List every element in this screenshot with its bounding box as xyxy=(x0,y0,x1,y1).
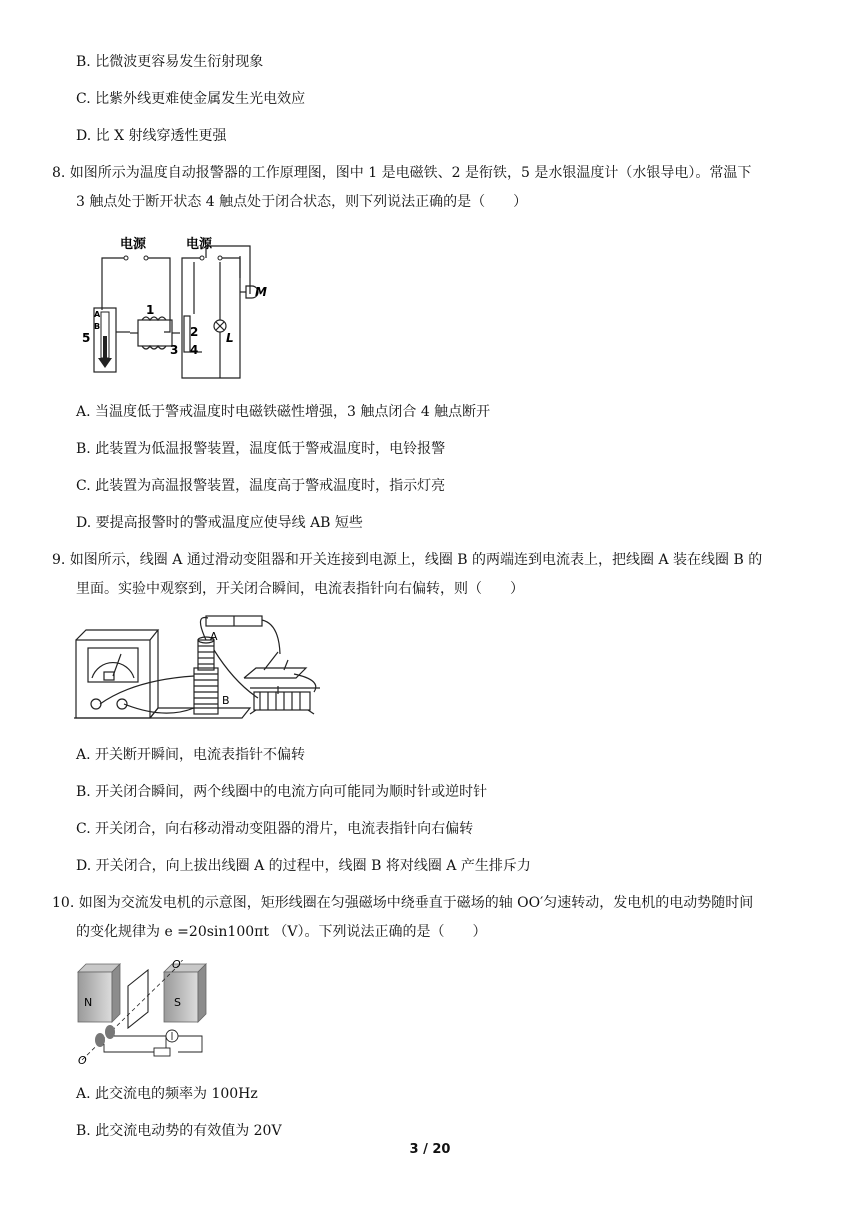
q10-label-O-prime: O′ xyxy=(172,958,184,971)
q8-label-power-left: 电源 xyxy=(120,237,147,252)
q10-label-O: O xyxy=(78,1054,87,1066)
q10-generator-figure xyxy=(74,956,210,1066)
q8-label-A: A xyxy=(94,310,101,319)
q10-stem-line1: 10. 如图为交流发电机的示意图，矩形线圈在匀强磁场中绕垂直于磁场的轴 OO′匀速转动，发电机的电动势随时间 xyxy=(52,895,754,911)
q9-label-B: B xyxy=(222,694,230,707)
q9-option-d: D. 开关闭合，向上拔出线圈 A 的过程中，线圈 B 将对线圈 A 产生排斥力 xyxy=(76,858,531,874)
q9-stem-line1: 9. 如图所示，线圈 A 通过滑动变阻器和开关连接到电源上，线圈 B 的两端连到电流表上，把线圈 A 装在线圈 B 的 xyxy=(52,552,763,568)
q9-option-c: C. 开关闭合，向右移动滑动变阻器的滑片，电流表指针向右偏转 xyxy=(76,821,474,837)
q10-option-a: A. 此交流电的频率为 100Hz xyxy=(76,1086,258,1102)
q8-option-b: B. 此装置为低温报警装置，温度低于警戒温度时，电铃报警 xyxy=(76,441,446,457)
q8-label-4: 4 xyxy=(190,343,199,357)
q9-stem-line2: 里面。实验中观察到，开关闭合瞬间，电流表指针向右偏转，则（ ） xyxy=(76,581,524,597)
q9-option-a: A. 开关断开瞬间，电流表指针不偏转 xyxy=(76,747,306,763)
q8-label-power-right: 电源 xyxy=(186,237,213,252)
q10-label-N: N xyxy=(84,996,93,1009)
q8-alarm-circuit-figure xyxy=(80,232,270,380)
q8-option-d: D. 要提高报警时的警戒温度应使导线 AB 短些 xyxy=(76,515,363,531)
q9-option-b: B. 开关闭合瞬间，两个线圈中的电流方向可能同为顺时针或逆时针 xyxy=(76,784,488,800)
q8-stem-line2: 3 触点处于断开状态 4 触点处于闭合状态，则下列说法正确的是（ ） xyxy=(76,194,528,210)
q8-label-5: 5 xyxy=(82,331,91,345)
q8-label-B: B xyxy=(94,322,101,331)
page-number: 3 / 20 xyxy=(409,1142,451,1157)
q8-label-1: 1 xyxy=(146,303,155,317)
q8-label-M: M xyxy=(255,285,267,299)
q8-label-3: 3 xyxy=(170,343,179,357)
q8-option-c: C. 此装置为高温报警装置，温度高于警戒温度时，指示灯亮 xyxy=(76,478,446,494)
q10-option-b: B. 此交流电动势的有效值为 20V xyxy=(76,1123,282,1139)
q8-label-2: 2 xyxy=(190,325,199,339)
q9-label-A: A xyxy=(210,630,218,643)
q8-label-L: L xyxy=(226,331,234,345)
q7-option-b: B. 比微波更容易发生衍射现象 xyxy=(76,54,264,70)
q8-stem-line1: 8. 如图所示为温度自动报警器的工作原理图，图中 1 是电磁铁、2 是衔铁，5 是水银温度计（水银导电）。常温下 xyxy=(52,165,752,181)
q9-induction-apparatus-figure xyxy=(74,610,324,725)
q7-option-c: C. 比紫外线更难使金属发生光电效应 xyxy=(76,91,306,107)
q7-option-d: D. 比 X 射线穿透性更强 xyxy=(76,128,227,144)
q10-label-S: S xyxy=(174,996,181,1009)
q8-option-a: A. 当温度低于警戒温度时电磁铁磁性增强，3 触点闭合 4 触点断开 xyxy=(76,404,491,420)
q10-stem-line2: 的变化规律为 e =20sin100πt （V）。下列说法正确的是（ ） xyxy=(76,924,487,940)
